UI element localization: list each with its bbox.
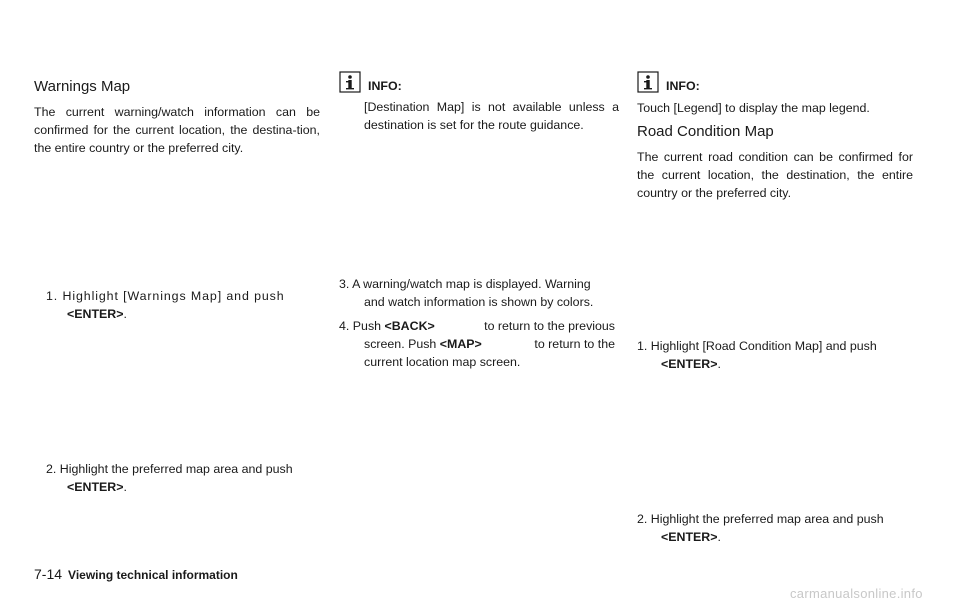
step-text: Highlight [Warnings Map] and push: [62, 289, 285, 303]
enter-key-label: <ENTER>: [661, 357, 718, 371]
info-icon: [339, 71, 361, 93]
section-heading-road-condition-map: Road Condition Map: [637, 123, 774, 140]
step-end: .: [717, 530, 721, 544]
step-text: to return to the previous: [484, 319, 615, 333]
step-number: 1.: [46, 289, 59, 303]
info-label: INFO:: [368, 79, 402, 93]
enter-key-label: <ENTER>: [67, 307, 124, 321]
step-number: 1.: [637, 339, 648, 353]
step-text-cont: and watch information is shown by colors.: [364, 295, 594, 309]
step-text: Push: [352, 319, 382, 333]
warnings-map-intro: The current warning/watch information can be confirmed for the current location, the destina-tion, the entire country or the preferred city.: [34, 105, 320, 155]
step-4: [339, 317, 615, 371]
map-key-label: <MAP>: [439, 337, 482, 351]
step-text: Highlight the preferred map area and push: [650, 512, 884, 526]
step-end: .: [123, 307, 127, 321]
step-1-road: [637, 337, 913, 373]
enter-key-label: <ENTER>: [67, 480, 124, 494]
column-1: [34, 78, 320, 157]
step-number: 2.: [637, 512, 648, 526]
section-heading-warnings-map: Warnings Map: [34, 78, 131, 95]
back-key-label: <BACK>: [384, 319, 435, 333]
step-end: .: [717, 357, 721, 371]
watermark: carmanualsonline.info: [790, 586, 923, 601]
step-text: to return to the: [534, 337, 615, 351]
column-3-road: [637, 123, 913, 202]
step-number: 3.: [339, 277, 350, 291]
step-text: screen. Push: [364, 337, 437, 351]
info-text: Touch [Legend] to display the map legend.: [637, 101, 870, 115]
info-text: [Destination Map] is not available unless a destination is set for the route guidance.: [364, 100, 619, 132]
step-text-cont: current location map screen.: [364, 355, 521, 369]
info-label: INFO:: [666, 79, 700, 93]
info-block-col2: [339, 71, 619, 134]
page-footer: [34, 566, 238, 584]
step-1-warnings: [46, 287, 321, 323]
page-number: 7-14: [34, 566, 63, 582]
step-end: .: [123, 480, 127, 494]
road-condition-intro: The current road condition can be confirmed for the current location, the destination, the entire country or the preferred city.: [637, 150, 913, 200]
step-2-road: [637, 510, 913, 546]
step-text: A warning/watch map is displayed. Warning: [352, 277, 591, 291]
section-title: Viewing technical information: [68, 568, 238, 582]
step-number: 2.: [46, 462, 57, 476]
info-icon: [637, 71, 659, 93]
step-text: Highlight the preferred map area and push: [59, 462, 293, 476]
step-2-warnings: [46, 460, 322, 496]
step-text: Highlight [Road Condition Map] and push: [650, 339, 877, 353]
step-3: [339, 275, 615, 311]
step-number: 4.: [339, 319, 350, 333]
enter-key-label: <ENTER>: [661, 530, 718, 544]
info-block-col3: [637, 71, 913, 117]
